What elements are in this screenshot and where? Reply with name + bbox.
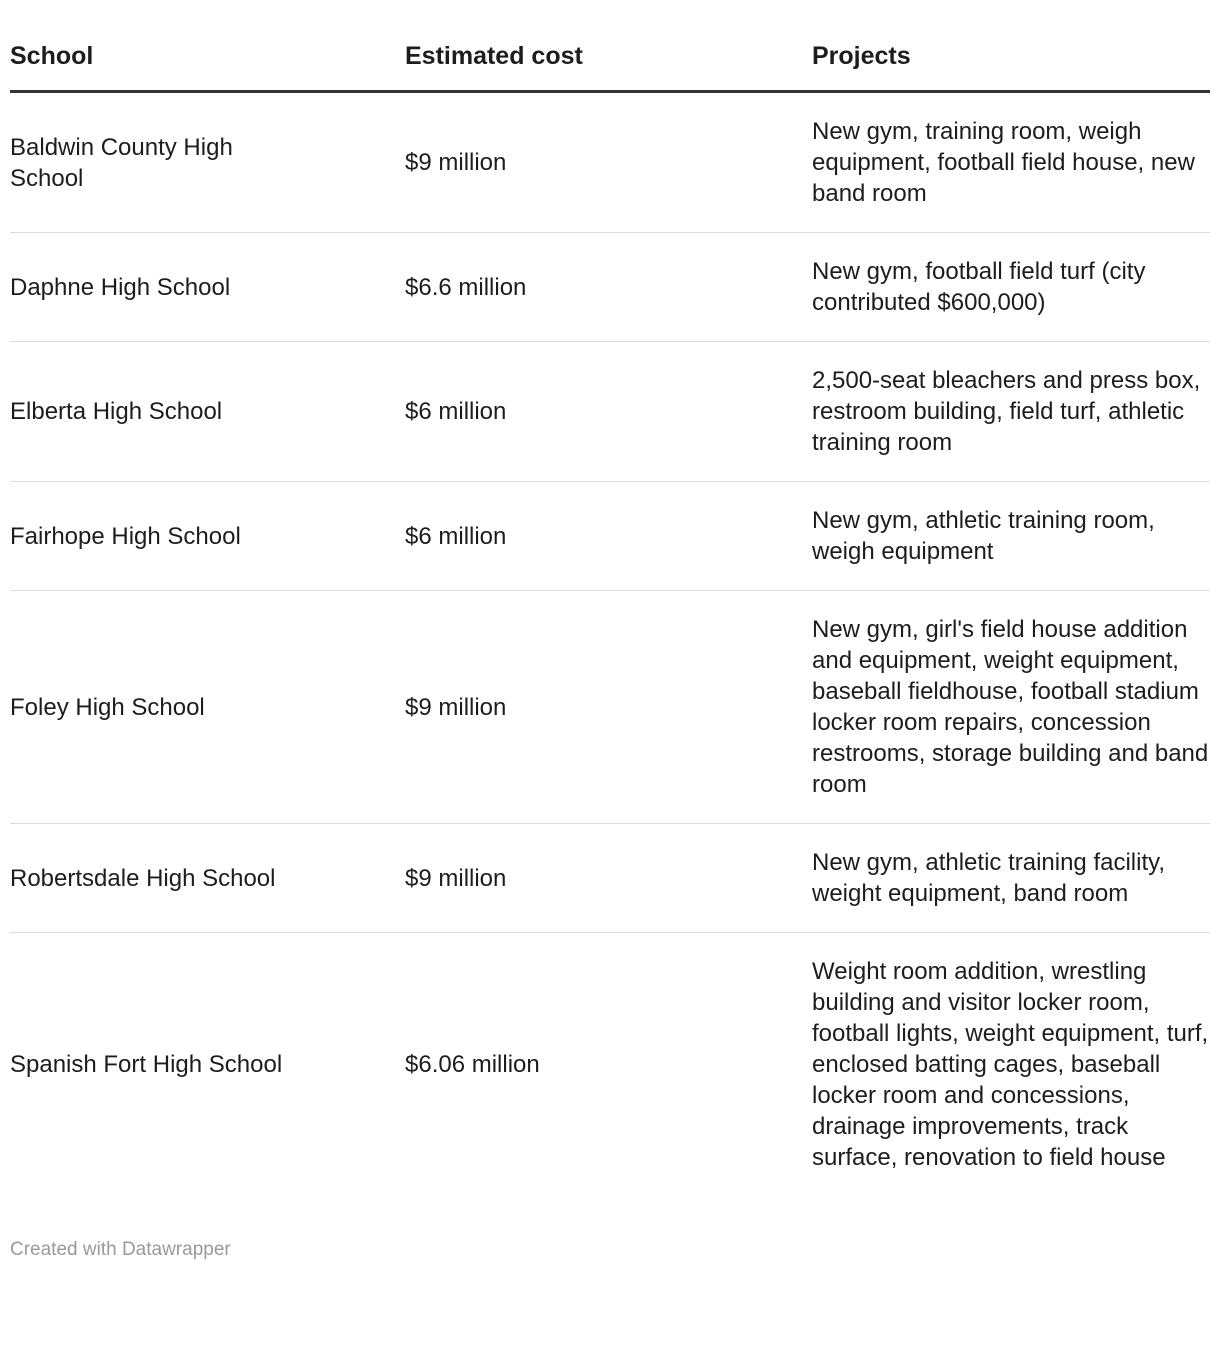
school-cell: Foley High School [10, 591, 405, 824]
table-row [10, 92, 1210, 233]
projects-cell: New gym, football field turf (city contributed $600,000) [812, 233, 1210, 342]
cost-cell: $9 million [405, 149, 507, 176]
col-header-projects: Projects [812, 42, 1210, 92]
school-cell: Daphne High School [10, 233, 405, 342]
projects-cell: New gym, girl's field house addition and equipment, weight equipment, baseball fieldhouse, football stadium locker room repairs, concession restrooms, storage building and band room [812, 591, 1210, 824]
school-cell: Fairhope High School [10, 482, 405, 591]
cost-cell: $6 million [405, 482, 812, 591]
school-cell: Robertsdale High School [10, 824, 405, 933]
cost-cell: $6.6 million [405, 233, 812, 342]
school-cell: Spanish Fort High School [10, 933, 405, 1197]
table-header [10, 42, 1210, 92]
school-projects-table [10, 42, 1210, 1196]
header-row [10, 42, 1210, 92]
table-row [10, 824, 1210, 933]
datawrapper-credit-link[interactable]: Created with Datawrapper [10, 1239, 231, 1260]
col-header-school: School [10, 42, 405, 92]
school-cell: Baldwin County High School [10, 133, 233, 192]
table-row [10, 933, 1210, 1197]
cost-cell: $9 million [405, 591, 812, 824]
table-row [10, 591, 1210, 824]
table-row [10, 482, 1210, 591]
cost-cell: $6.06 million [405, 933, 812, 1197]
school-cell: Elberta High School [10, 342, 405, 482]
projects-cell: New gym, athletic training room, weigh equipment [812, 482, 1210, 591]
projects-cell: 2,500-seat bleachers and press box, restroom building, field turf, athletic training room [812, 342, 1210, 482]
cost-cell: $6 million [405, 342, 812, 482]
projects-cell: New gym, training room, weigh equipment, football field house, new band room [812, 118, 1195, 207]
attribution [10, 1238, 1210, 1262]
cost-cell: $9 million [405, 824, 812, 933]
table-row [10, 233, 1210, 342]
table-row [10, 342, 1210, 482]
table-body [10, 92, 1210, 1197]
projects-cell: Weight room addition, wrestling building and visitor locker room, football lights, weight equipment, turf, enclosed batting cages, baseball locker room and concessions, drainage improvements, track surface, renovation to field house [812, 933, 1210, 1197]
projects-cell: New gym, athletic training facility, weight equipment, band room [812, 824, 1210, 933]
col-header-estimated-cost: Estimated cost [405, 42, 812, 92]
